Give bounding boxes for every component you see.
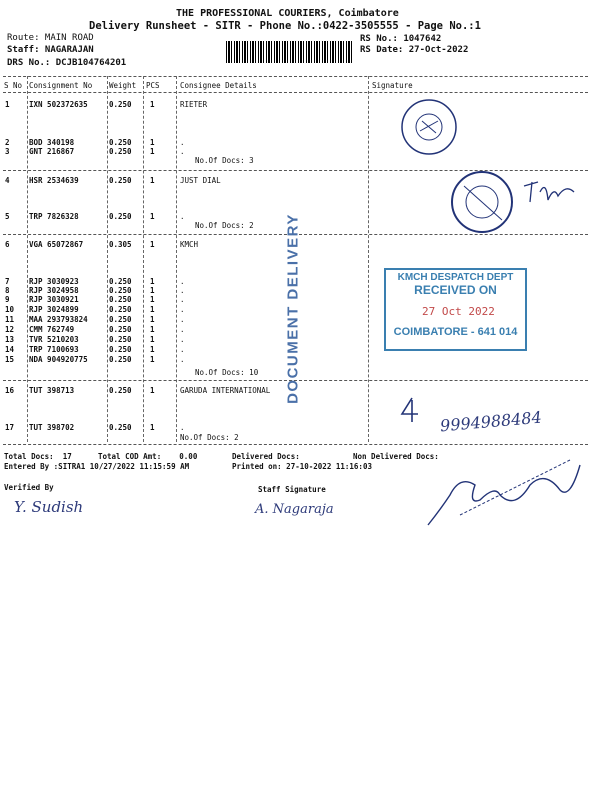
row-consignment: IXN 502372635 xyxy=(29,100,88,109)
row-sno: 7 xyxy=(5,277,10,286)
row-weight: 0.250 xyxy=(109,423,132,432)
divider xyxy=(3,92,588,93)
row-consignee: KMCH xyxy=(180,240,199,249)
row-pcs: 1 xyxy=(150,305,155,314)
row-weight: 0.250 xyxy=(109,325,132,334)
row-consignee: . xyxy=(180,277,185,286)
row-consignment: TRP 7100693 xyxy=(29,345,79,354)
row-pcs: 1 xyxy=(150,423,155,432)
row-consignee: JUST DIAL xyxy=(180,176,221,185)
row-pcs: 1 xyxy=(150,315,155,324)
row-sno: 3 xyxy=(5,147,10,156)
row-consignee: . xyxy=(180,325,185,334)
rs-date: RS Date: 27-Oct-2022 xyxy=(360,45,469,55)
drs-number: DRS No.: DCJB104764201 xyxy=(7,58,127,68)
staff-signature-label: Staff Signature xyxy=(258,485,326,494)
row-pcs: 1 xyxy=(150,147,155,156)
kmch-received-stamp xyxy=(384,268,527,351)
handwritten-phone: 9994988484 xyxy=(439,407,543,436)
row-weight: 0.250 xyxy=(109,100,132,109)
row-consignee: RIETER xyxy=(180,100,208,109)
row-consignment: TUT 398713 xyxy=(29,386,75,395)
route-label: Route: MAIN ROAD xyxy=(7,33,94,43)
row-consignment: RJP 3030921 xyxy=(29,295,79,304)
rs-number: RS No.: 1047642 xyxy=(360,34,442,44)
row-pcs: 1 xyxy=(150,295,155,304)
col-consignee: Consignee Details xyxy=(180,81,257,90)
row-consignee: . xyxy=(180,305,185,314)
printed-on: Printed on: 27-10-2022 11:16:03 xyxy=(232,462,372,471)
row-consignment: RJP 3030923 xyxy=(29,277,79,286)
non-delivered-docs: Non Delivered Docs: xyxy=(353,452,439,461)
row-weight: 0.250 xyxy=(109,335,132,344)
row-weight: 0.250 xyxy=(109,315,132,324)
kmch-stamp-line2: RECEIVED ON xyxy=(414,283,497,297)
row-pcs: 1 xyxy=(150,335,155,344)
entered-by: Entered By :SITRA1 10/27/2022 11:15:59 AM xyxy=(4,462,190,471)
row-weight: 0.250 xyxy=(109,147,132,156)
row-pcs: 1 xyxy=(150,286,155,295)
row-consignee: . xyxy=(180,345,185,354)
row-consignment: TUT 398702 xyxy=(29,423,75,432)
col-separator xyxy=(368,76,369,442)
row-consignee: . xyxy=(180,355,185,364)
row-pcs: 1 xyxy=(150,355,155,364)
row-sno: 1 xyxy=(5,100,10,109)
verified-signature: Y. Sudish xyxy=(14,498,84,516)
row-pcs: 1 xyxy=(150,386,155,395)
total-cod: Total COD Amt: 0.00 xyxy=(98,452,198,461)
staff-signature: A. Nagaraja xyxy=(255,502,334,517)
row-weight: 0.250 xyxy=(109,286,132,295)
row-pcs: 1 xyxy=(150,138,155,147)
col-separator xyxy=(176,76,177,442)
row-consignment: RJP 3024958 xyxy=(29,286,79,295)
row-weight: 0.250 xyxy=(109,345,132,354)
kmch-stamp-line1: KMCH DESPATCH DEPT xyxy=(397,272,514,283)
col-sno: S No xyxy=(4,81,23,90)
kmch-stamp-line3: COIMBATORE - 641 014 xyxy=(393,326,518,338)
row-consignee: . xyxy=(180,286,185,295)
large-signature-scribble xyxy=(420,455,585,530)
row-sno: 4 xyxy=(5,176,10,185)
row-sno: 8 xyxy=(5,286,10,295)
verified-by-label: Verified By xyxy=(4,483,54,492)
col-separator xyxy=(143,76,144,442)
row-weight: 0.250 xyxy=(109,355,132,364)
row-sno: 9 xyxy=(5,295,10,304)
row-weight: 0.305 xyxy=(109,240,132,249)
col-separator xyxy=(107,76,108,442)
row-pcs: 1 xyxy=(150,325,155,334)
row-consignee: . xyxy=(180,138,185,147)
row-pcs: 1 xyxy=(150,212,155,221)
row-consignment: CMM 762749 xyxy=(29,325,75,334)
row-sno: 6 xyxy=(5,240,10,249)
row-weight: 0.250 xyxy=(109,212,132,221)
row-sno: 5 xyxy=(5,212,10,221)
col-signature: Signature xyxy=(372,81,413,90)
row-sno: 2 xyxy=(5,138,10,147)
company-title: THE PROFESSIONAL COURIERS, Coimbatore xyxy=(176,8,399,19)
col-pcs: PCS xyxy=(146,81,160,90)
row-sno: 10 xyxy=(5,305,15,314)
row-pcs: 1 xyxy=(150,277,155,286)
just-dial-stamp xyxy=(446,168,518,236)
row-pcs: 1 xyxy=(150,240,155,249)
row-consignment: HSR 2534639 xyxy=(29,176,79,185)
row-pcs: 1 xyxy=(150,176,155,185)
row-sno: 12 xyxy=(5,325,15,334)
row-consignment: RJP 3024899 xyxy=(29,305,79,314)
row-consignment: NDA 904920775 xyxy=(29,355,88,364)
row-consignment: BOD 340198 xyxy=(29,138,75,147)
row-sno: 16 xyxy=(5,386,15,395)
rieter-stamp xyxy=(398,95,460,160)
group-divider xyxy=(3,444,588,445)
row-weight: 0.250 xyxy=(109,277,132,286)
row-consignee: . xyxy=(180,335,185,344)
row-consignment: MAA 293793824 xyxy=(29,315,88,324)
row-pcs: 1 xyxy=(150,345,155,354)
row-consignment: GNT 216867 xyxy=(29,147,75,156)
row-consignment: TVR 5210203 xyxy=(29,335,79,344)
doc-count: No.Of Docs: 10 xyxy=(195,368,259,377)
barcode xyxy=(226,41,352,63)
doc-count: No.Of Docs: 2 xyxy=(180,433,239,442)
row-weight: 0.250 xyxy=(109,386,132,395)
row-consignee: . xyxy=(180,423,185,432)
divider xyxy=(3,76,588,77)
document-delivery-stamp: DOCUMENT DELIVERY xyxy=(284,213,302,404)
col-weight: Weight xyxy=(109,81,137,90)
row-consignee: . xyxy=(180,147,185,156)
doc-count: No.Of Docs: 2 xyxy=(195,221,254,230)
kmch-stamp-date: 27 Oct 2022 xyxy=(422,305,495,318)
total-docs: Total Docs: 17 xyxy=(4,452,72,461)
col-separator xyxy=(27,76,28,442)
row-sno: 11 xyxy=(5,315,15,324)
col-consignment: Consignment No xyxy=(29,81,93,90)
row-sno: 17 xyxy=(5,423,15,432)
row-sno: 15 xyxy=(5,355,15,364)
row-weight: 0.250 xyxy=(109,295,132,304)
row-consignment: VGA 65072867 xyxy=(29,240,84,249)
row-pcs: 1 xyxy=(150,100,155,109)
runsheet-subtitle: Delivery Runsheet - SITR - Phone No.:0422-3505555 - Page No.:1 xyxy=(89,20,481,32)
row-consignee: . xyxy=(180,315,185,324)
delivered-docs: Delivered Docs: xyxy=(232,452,300,461)
row-consignment: TRP 7826328 xyxy=(29,212,79,221)
row-sno: 13 xyxy=(5,335,15,344)
signature-scribble xyxy=(520,176,580,206)
row-consignee: GARUDA INTERNATIONAL xyxy=(180,386,271,395)
row-consignee: . xyxy=(180,295,185,304)
row-weight: 0.250 xyxy=(109,305,132,314)
staff-label: Staff: NAGARAJAN xyxy=(7,45,94,55)
handwritten-mark xyxy=(398,396,420,424)
row-weight: 0.250 xyxy=(109,176,132,185)
row-weight: 0.250 xyxy=(109,138,132,147)
row-sno: 14 xyxy=(5,345,15,354)
doc-count: No.Of Docs: 3 xyxy=(195,156,254,165)
row-consignee: . xyxy=(180,212,185,221)
